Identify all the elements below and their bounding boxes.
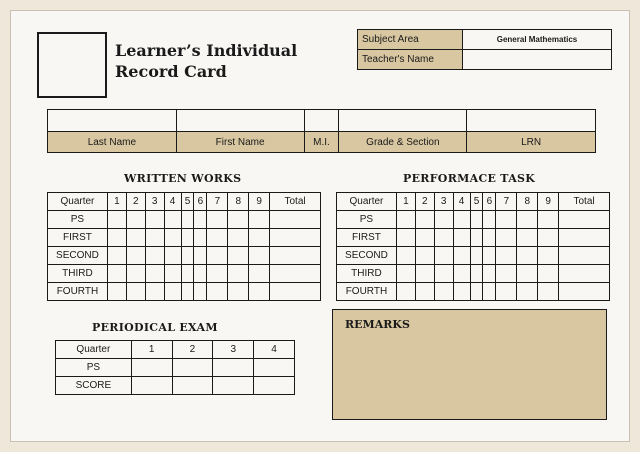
column-header-quarter: Quarter (56, 341, 132, 359)
table-row (337, 247, 610, 265)
column-header-8: 8 (228, 193, 249, 211)
score-cell[interactable] (107, 283, 126, 301)
score-cell[interactable] (249, 229, 270, 247)
score-cell[interactable] (194, 265, 207, 283)
last-name-field[interactable] (48, 110, 177, 132)
column-header-6: 6 (483, 193, 496, 211)
score-cell[interactable] (126, 247, 145, 265)
first-name-label: First Name (176, 132, 304, 153)
score-cell[interactable] (164, 265, 181, 283)
middle-initial-field[interactable] (304, 110, 339, 132)
column-header-5: 5 (181, 193, 194, 211)
column-header-total: Total (270, 193, 321, 211)
score-cell[interactable] (181, 247, 194, 265)
table-row (337, 283, 610, 301)
subject-area-field[interactable]: General Mathematics (463, 30, 612, 50)
score-cell[interactable] (126, 283, 145, 301)
score-cell[interactable] (270, 229, 321, 247)
table-row (337, 229, 610, 247)
row-label-second: SECOND (48, 247, 108, 265)
score-cell[interactable] (270, 283, 321, 301)
column-header-9: 9 (538, 193, 559, 211)
score-cell[interactable] (496, 229, 517, 247)
score-cell[interactable] (172, 377, 213, 395)
performance-task-title: PERFORMACE TASK (403, 172, 536, 185)
page-title (115, 40, 297, 82)
score-cell[interactable] (483, 211, 496, 229)
score-cell[interactable] (538, 211, 559, 229)
score-cell[interactable] (107, 229, 126, 247)
column-header-1: 1 (107, 193, 126, 211)
score-cell[interactable] (470, 229, 483, 247)
score-cell[interactable] (270, 265, 321, 283)
score-cell[interactable] (228, 283, 249, 301)
score-cell[interactable] (126, 265, 145, 283)
score-cell[interactable] (483, 283, 496, 301)
score-cell[interactable] (517, 283, 538, 301)
score-cell[interactable] (517, 229, 538, 247)
score-cell[interactable] (164, 211, 181, 229)
score-cell[interactable] (559, 229, 610, 247)
row-label-third: THIRD (48, 265, 108, 283)
row-label-first: FIRST (337, 229, 397, 247)
score-cell[interactable] (270, 211, 321, 229)
score-cell[interactable] (559, 283, 610, 301)
lrn-field[interactable] (467, 110, 596, 132)
row-label-ps: PS (337, 211, 397, 229)
student-info-table (47, 109, 596, 153)
column-header-6: 6 (194, 193, 207, 211)
score-cell[interactable] (517, 247, 538, 265)
remarks-title: REMARKS (345, 318, 410, 331)
row-label-fourth: FOURTH (337, 283, 397, 301)
score-cell[interactable] (496, 265, 517, 283)
score-cell[interactable] (207, 247, 228, 265)
row-label-second: SECOND (337, 247, 397, 265)
column-header-total: Total (559, 193, 610, 211)
score-cell[interactable] (434, 265, 453, 283)
score-cell[interactable] (517, 265, 538, 283)
score-cell[interactable] (249, 247, 270, 265)
score-cell[interactable] (249, 265, 270, 283)
score-cell[interactable] (207, 283, 228, 301)
score-cell[interactable] (396, 229, 415, 247)
table-row (56, 359, 295, 377)
score-cell[interactable] (213, 359, 254, 377)
teacher-name-field[interactable] (463, 50, 612, 70)
table-row (337, 265, 610, 283)
score-cell[interactable] (415, 283, 434, 301)
subject-info-table (357, 29, 612, 70)
score-cell[interactable] (453, 229, 470, 247)
teacher-name-label: Teacher's Name (358, 50, 463, 70)
score-cell[interactable] (538, 283, 559, 301)
score-cell[interactable] (415, 265, 434, 283)
score-cell[interactable] (517, 211, 538, 229)
score-cell[interactable] (145, 265, 164, 283)
score-cell[interactable] (434, 283, 453, 301)
title-line-1: Learner’s Individual (115, 41, 298, 60)
score-cell[interactable] (396, 283, 415, 301)
grade-section-label: Grade & Section (339, 132, 467, 153)
score-cell[interactable] (207, 211, 228, 229)
score-cell[interactable] (538, 229, 559, 247)
score-cell[interactable] (483, 247, 496, 265)
photo-placeholder[interactable] (37, 32, 107, 98)
score-cell[interactable] (131, 377, 172, 395)
score-cell[interactable] (254, 377, 295, 395)
score-cell[interactable] (415, 211, 434, 229)
table-row (337, 211, 610, 229)
column-header-quarter: Quarter (48, 193, 108, 211)
lrn-label: LRN (467, 132, 596, 153)
score-cell[interactable] (496, 211, 517, 229)
score-cell[interactable] (172, 359, 213, 377)
score-cell[interactable] (249, 283, 270, 301)
score-cell[interactable] (194, 283, 207, 301)
first-name-field[interactable] (176, 110, 304, 132)
score-cell[interactable] (538, 247, 559, 265)
score-cell[interactable] (483, 265, 496, 283)
row-label-third: THIRD (337, 265, 397, 283)
periodical-exam-table (55, 340, 295, 395)
score-cell[interactable] (145, 229, 164, 247)
column-header-7: 7 (207, 193, 228, 211)
score-cell[interactable] (470, 211, 483, 229)
grade-section-field[interactable] (339, 110, 467, 132)
row-label-ps: PS (48, 211, 108, 229)
middle-initial-label: M.I. (304, 132, 339, 153)
score-cell[interactable] (270, 247, 321, 265)
table-row (48, 229, 321, 247)
written-works-title: WRITTEN WORKS (124, 172, 242, 185)
column-header-2: 2 (172, 341, 213, 359)
row-label-first: FIRST (48, 229, 108, 247)
table-row (56, 377, 295, 395)
score-cell[interactable] (164, 283, 181, 301)
column-header-9: 9 (249, 193, 270, 211)
column-header-3: 3 (145, 193, 164, 211)
score-cell[interactable] (228, 229, 249, 247)
score-cell[interactable] (181, 265, 194, 283)
score-cell[interactable] (194, 247, 207, 265)
score-cell[interactable] (470, 247, 483, 265)
column-header-3: 3 (434, 193, 453, 211)
score-cell[interactable] (496, 247, 517, 265)
table-row (48, 247, 321, 265)
score-cell[interactable] (396, 211, 415, 229)
score-cell[interactable] (470, 283, 483, 301)
score-cell[interactable] (415, 247, 434, 265)
score-cell[interactable] (559, 247, 610, 265)
score-cell[interactable] (538, 265, 559, 283)
column-header-4: 4 (453, 193, 470, 211)
subject-area-label: Subject Area (358, 30, 463, 50)
score-cell[interactable] (228, 211, 249, 229)
column-header-2: 2 (415, 193, 434, 211)
score-cell[interactable] (415, 229, 434, 247)
title-line-2: Record Card (115, 62, 227, 81)
score-cell[interactable] (145, 283, 164, 301)
column-header-5: 5 (470, 193, 483, 211)
remarks-box[interactable] (332, 309, 607, 420)
score-cell[interactable] (453, 283, 470, 301)
column-header-4: 4 (254, 341, 295, 359)
table-row (48, 283, 321, 301)
score-cell[interactable] (207, 229, 228, 247)
periodical-exam-title: PERIODICAL EXAM (92, 321, 218, 334)
score-cell[interactable] (453, 247, 470, 265)
column-header-8: 8 (517, 193, 538, 211)
column-header-2: 2 (126, 193, 145, 211)
score-cell[interactable] (496, 283, 517, 301)
score-cell[interactable] (228, 265, 249, 283)
score-cell[interactable] (194, 229, 207, 247)
performance-task-table (336, 192, 610, 301)
score-cell[interactable] (434, 229, 453, 247)
score-cell[interactable] (107, 211, 126, 229)
score-cell[interactable] (181, 283, 194, 301)
score-cell[interactable] (213, 377, 254, 395)
score-cell[interactable] (107, 265, 126, 283)
score-cell[interactable] (254, 359, 295, 377)
score-cell[interactable] (181, 211, 194, 229)
score-cell[interactable] (107, 247, 126, 265)
score-cell[interactable] (453, 211, 470, 229)
table-row (48, 265, 321, 283)
column-header-3: 3 (213, 341, 254, 359)
score-cell[interactable] (207, 265, 228, 283)
score-cell[interactable] (453, 265, 470, 283)
score-cell[interactable] (434, 211, 453, 229)
score-cell[interactable] (559, 265, 610, 283)
score-cell[interactable] (396, 265, 415, 283)
column-header-1: 1 (131, 341, 172, 359)
row-label-fourth: FOURTH (48, 283, 108, 301)
written-works-table (47, 192, 321, 301)
score-cell[interactable] (249, 211, 270, 229)
score-cell[interactable] (164, 247, 181, 265)
row-label-score: SCORE (56, 377, 132, 395)
score-cell[interactable] (131, 359, 172, 377)
score-cell[interactable] (194, 211, 207, 229)
score-cell[interactable] (145, 247, 164, 265)
column-header-1: 1 (396, 193, 415, 211)
score-cell[interactable] (181, 229, 194, 247)
column-header-quarter: Quarter (337, 193, 397, 211)
score-cell[interactable] (126, 229, 145, 247)
score-cell[interactable] (228, 247, 249, 265)
column-header-7: 7 (496, 193, 517, 211)
last-name-label: Last Name (48, 132, 177, 153)
score-cell[interactable] (470, 265, 483, 283)
table-row (48, 211, 321, 229)
score-cell[interactable] (126, 211, 145, 229)
score-cell[interactable] (434, 247, 453, 265)
score-cell[interactable] (559, 211, 610, 229)
column-header-4: 4 (164, 193, 181, 211)
score-cell[interactable] (164, 229, 181, 247)
score-cell[interactable] (396, 247, 415, 265)
score-cell[interactable] (483, 229, 496, 247)
row-label-ps: PS (56, 359, 132, 377)
score-cell[interactable] (145, 211, 164, 229)
